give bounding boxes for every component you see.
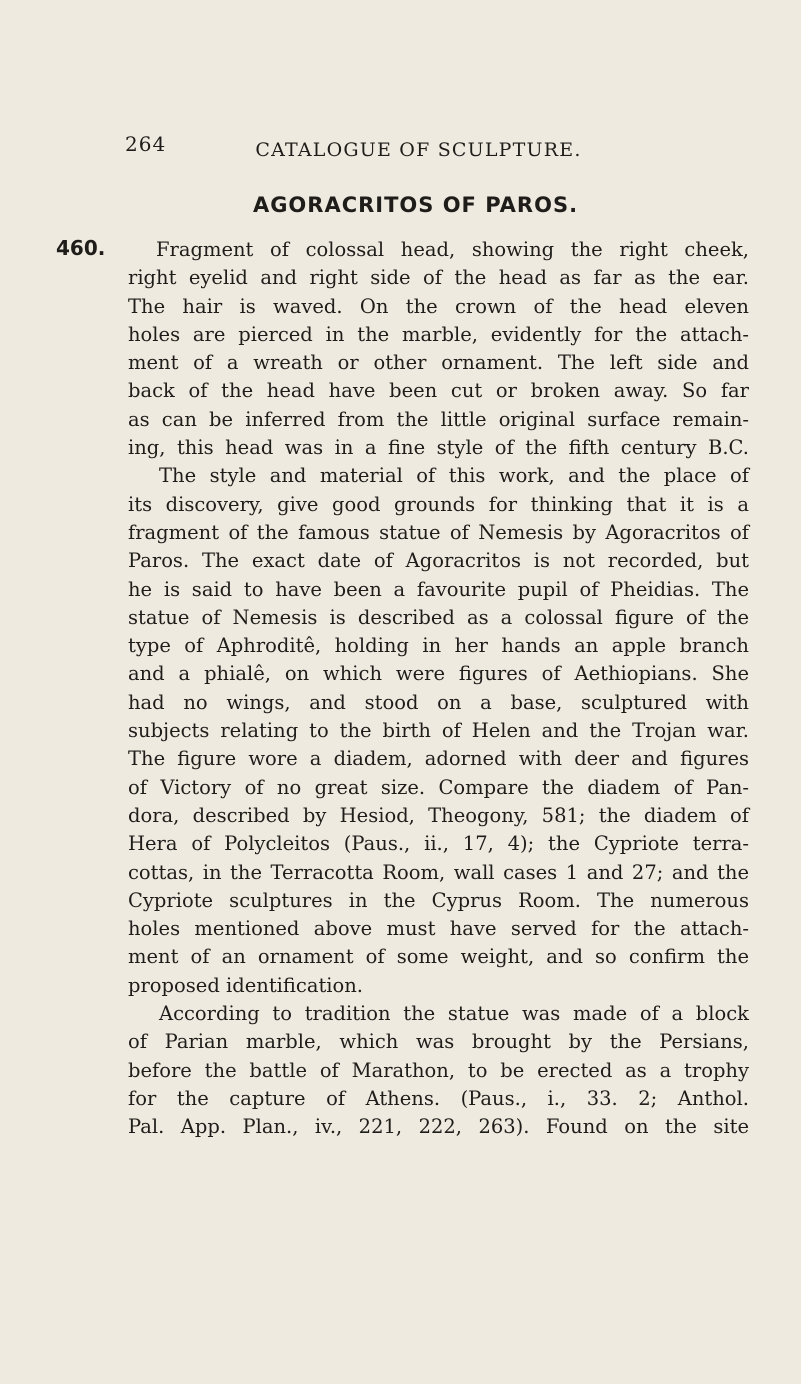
text-line: right eyelid and right side of the head as far as the ear. (128, 266, 749, 290)
text-line: The figure wore a diadem, adorned with deer and figures (128, 747, 749, 771)
text-line: dora, described by Hesiod, Theogony, 581; the diadem of (128, 803, 749, 827)
text-line: The style and material of this work, and the place of (159, 464, 749, 488)
text-line: of Parian marble, which was brought by the Persians, (128, 1030, 749, 1054)
running-head: CATALOGUE OF SCULPTURE. (255, 139, 582, 161)
text-line: and a phialê, on which were figures of Aethiopians. She (128, 662, 749, 686)
text-line: ment of a wreath or other ornament. The left side and (128, 351, 749, 375)
text-line: had no wings, and stood on a base, sculptured with (128, 690, 749, 714)
text-line: for the capture of Athens. (Paus., i., 33. 2; Anthol. (128, 1086, 749, 1110)
text-line: Hera of Polycleitos (Paus., ii., 17, 4); the Cypriote terra- (128, 832, 749, 856)
text-line: fragment of the famous statue of Nemesis by Agoracritos of (128, 520, 749, 544)
text-line: its discovery, give good grounds for thinking that it is a (128, 492, 749, 516)
text-line: before the battle of Marathon, to be erected as a trophy (128, 1058, 749, 1082)
text-line: Cypriote sculptures in the Cyprus Room. The numerous (128, 888, 749, 912)
text-line: Fragment of colossal head, showing the right cheek, (156, 238, 749, 261)
text-line: subjects relating to the birth of Helen and the Trojan war. (128, 719, 749, 743)
text-line: proposed identification. (128, 973, 364, 997)
entry-number: 460. (56, 236, 106, 260)
text-line: type of Aphroditê, holding in her hands an apple branch (128, 634, 749, 658)
text-line: ment of an ornament of some weight, and so confirm the (128, 945, 749, 969)
text-line: back of the head have been cut or broken away. So far (128, 379, 749, 403)
text-line: holes are pierced in the marble, evidently for the attach- (128, 322, 749, 346)
text-line: ing, this head was in a fine style of the fifth century B.C. (128, 436, 749, 460)
text-line: Paros. The exact date of Agoracritos is not recorded, but (128, 549, 749, 573)
text-line: Pal. App. Plan., iv., 221, 222, 263). Found on the site (128, 1115, 749, 1139)
section-title: AGORACRITOS OF PAROS. (252, 193, 579, 217)
text-line: statue of Nemesis is described as a colossal figure of the (128, 605, 749, 629)
entry-text (128, 236, 749, 1142)
text-line: he is said to have been a favourite pupil of Pheidias. The (128, 577, 749, 601)
text-line: cottas, in the Terracotta Room, wall cases 1 and 27; and the (128, 860, 749, 884)
text-line: of Victory of no great size. Compare the diadem of Pan- (128, 775, 749, 799)
text-line: The hair is waved. On the crown of the head eleven (128, 294, 749, 318)
text-line: as can be inferred from the little original surface remain- (128, 407, 749, 431)
text-line: holes mentioned above must have served for the attach- (128, 917, 749, 941)
text-line: According to tradition the statue was made of a block (159, 1002, 749, 1026)
page-number: 264 (125, 132, 167, 156)
